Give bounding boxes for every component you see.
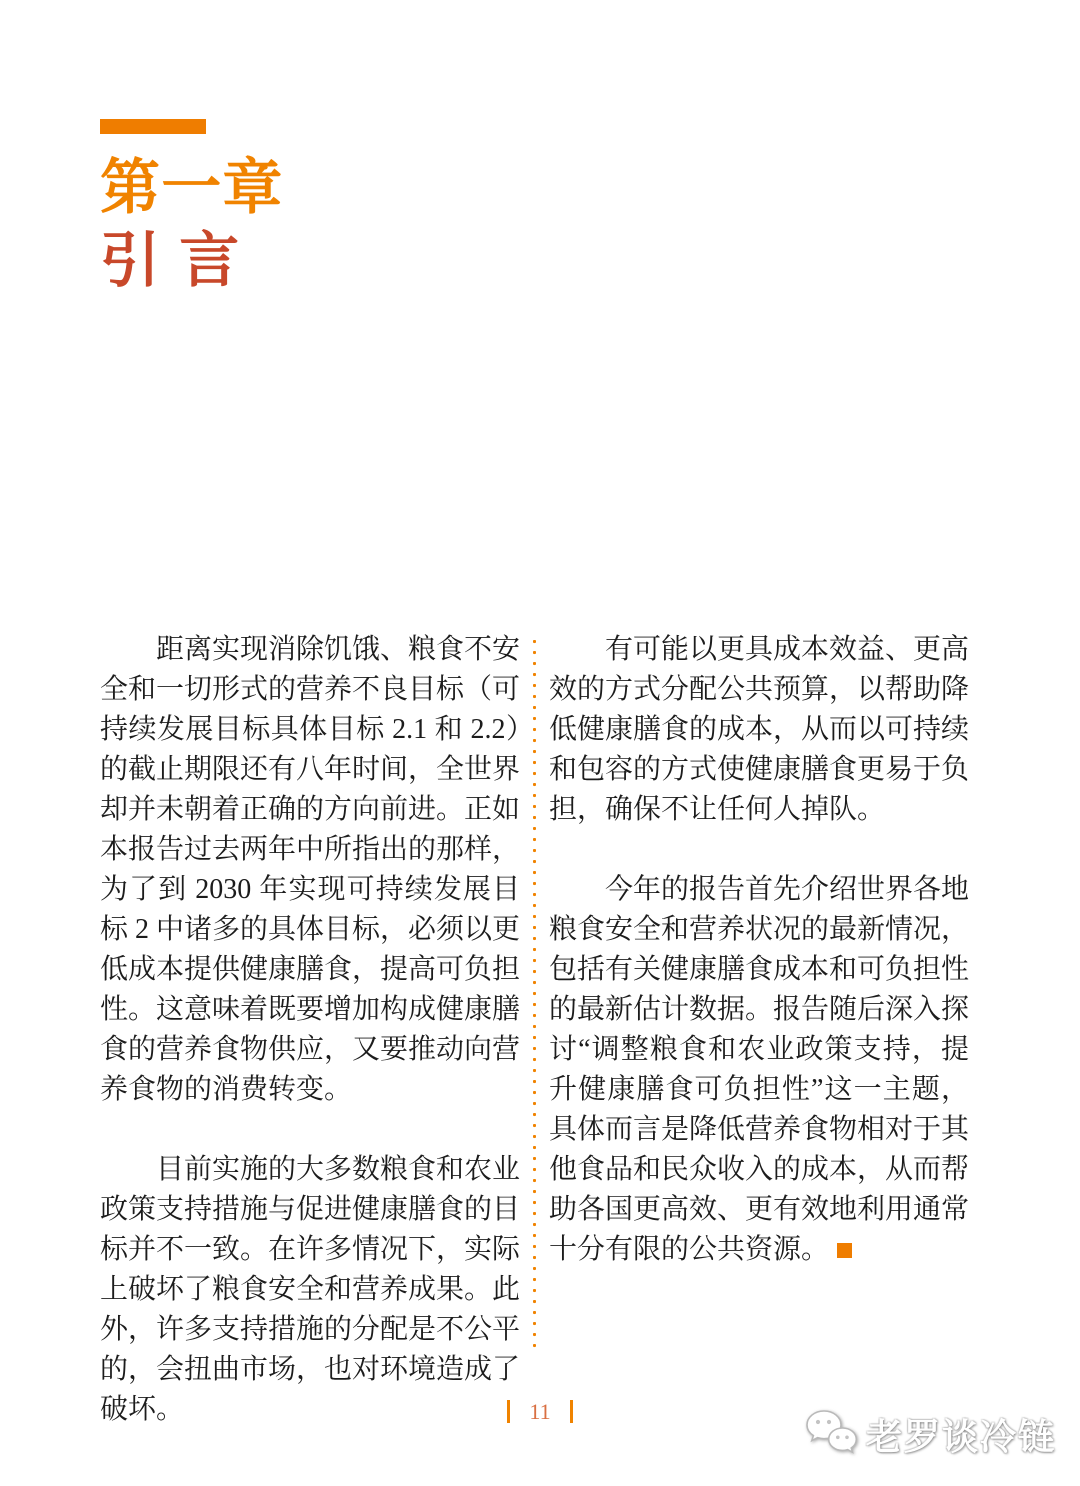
watermark (804, 1408, 1056, 1461)
page-number: 11 (529, 1399, 551, 1424)
column-divider-dotted (533, 640, 536, 1352)
chapter-accent-bar (100, 119, 206, 134)
watermark-text: 老罗谈冷链 (865, 1416, 1056, 1457)
chapter-number: 第一章 (100, 154, 284, 221)
footer-separator-left (507, 1400, 510, 1423)
footer-separator-right (570, 1400, 573, 1423)
body-paragraph-text: 今年的报告首先介绍世界各地粮食安全和营养状况的最新情况，包括有关健康膳食成本和可负担性的最新估计数据。报告随后深入探讨“调整粮食和农业政策支持，提升健康膳食可负担性”这一主题，具体而言是降低营养食物相对于其他食品和民众收入的成本，从而帮助各国更高效、更有效地利用通常十分有限的公共资源。 (549, 874, 970, 1265)
body-paragraph: 距离实现消除饥饿、粮食不安全和一切形式的营养不良目标（可持续发展目标具体目标 2.1 和 2.2）的截止期限还有八年时间，全世界却并未朝着正确的方向前进。正如本报告过去两年中所指出的那样，为了到 2030 年实现可持续发展目标 2 中诸多的具体目标，必须以更低成本提供健康膳食，提高可负担性。这意味着既要增加构成健康膳食的营养食物供应，又要推动向营养食物的消费转变。 (100, 634, 521, 1105)
body-columns (100, 630, 984, 1430)
chapter-header (100, 119, 284, 298)
wechat-icon (804, 1408, 858, 1461)
body-paragraph (549, 870, 969, 1270)
chapter-title: 引言 (100, 227, 259, 294)
right-column (549, 630, 969, 1430)
body-paragraph: 目前实施的大多数粮食和农业政策支持措施与促进健康膳食的目标并不一致。在许多情况下，实际上破坏了粮食安全和营养成果。此外，许多支持措施的分配是不公平的，会扭曲市场，也对环境造成了破坏。 (100, 1154, 521, 1425)
end-of-chapter-square-icon (837, 1243, 852, 1258)
left-column (100, 630, 520, 1430)
body-paragraph: 有可能以更具成本效益、更高效的方式分配公共预算，以帮助降低健康膳食的成本，从而以可持续和包容的方式使健康膳食更易于负担，确保不让任何人掉队。 (549, 634, 970, 825)
